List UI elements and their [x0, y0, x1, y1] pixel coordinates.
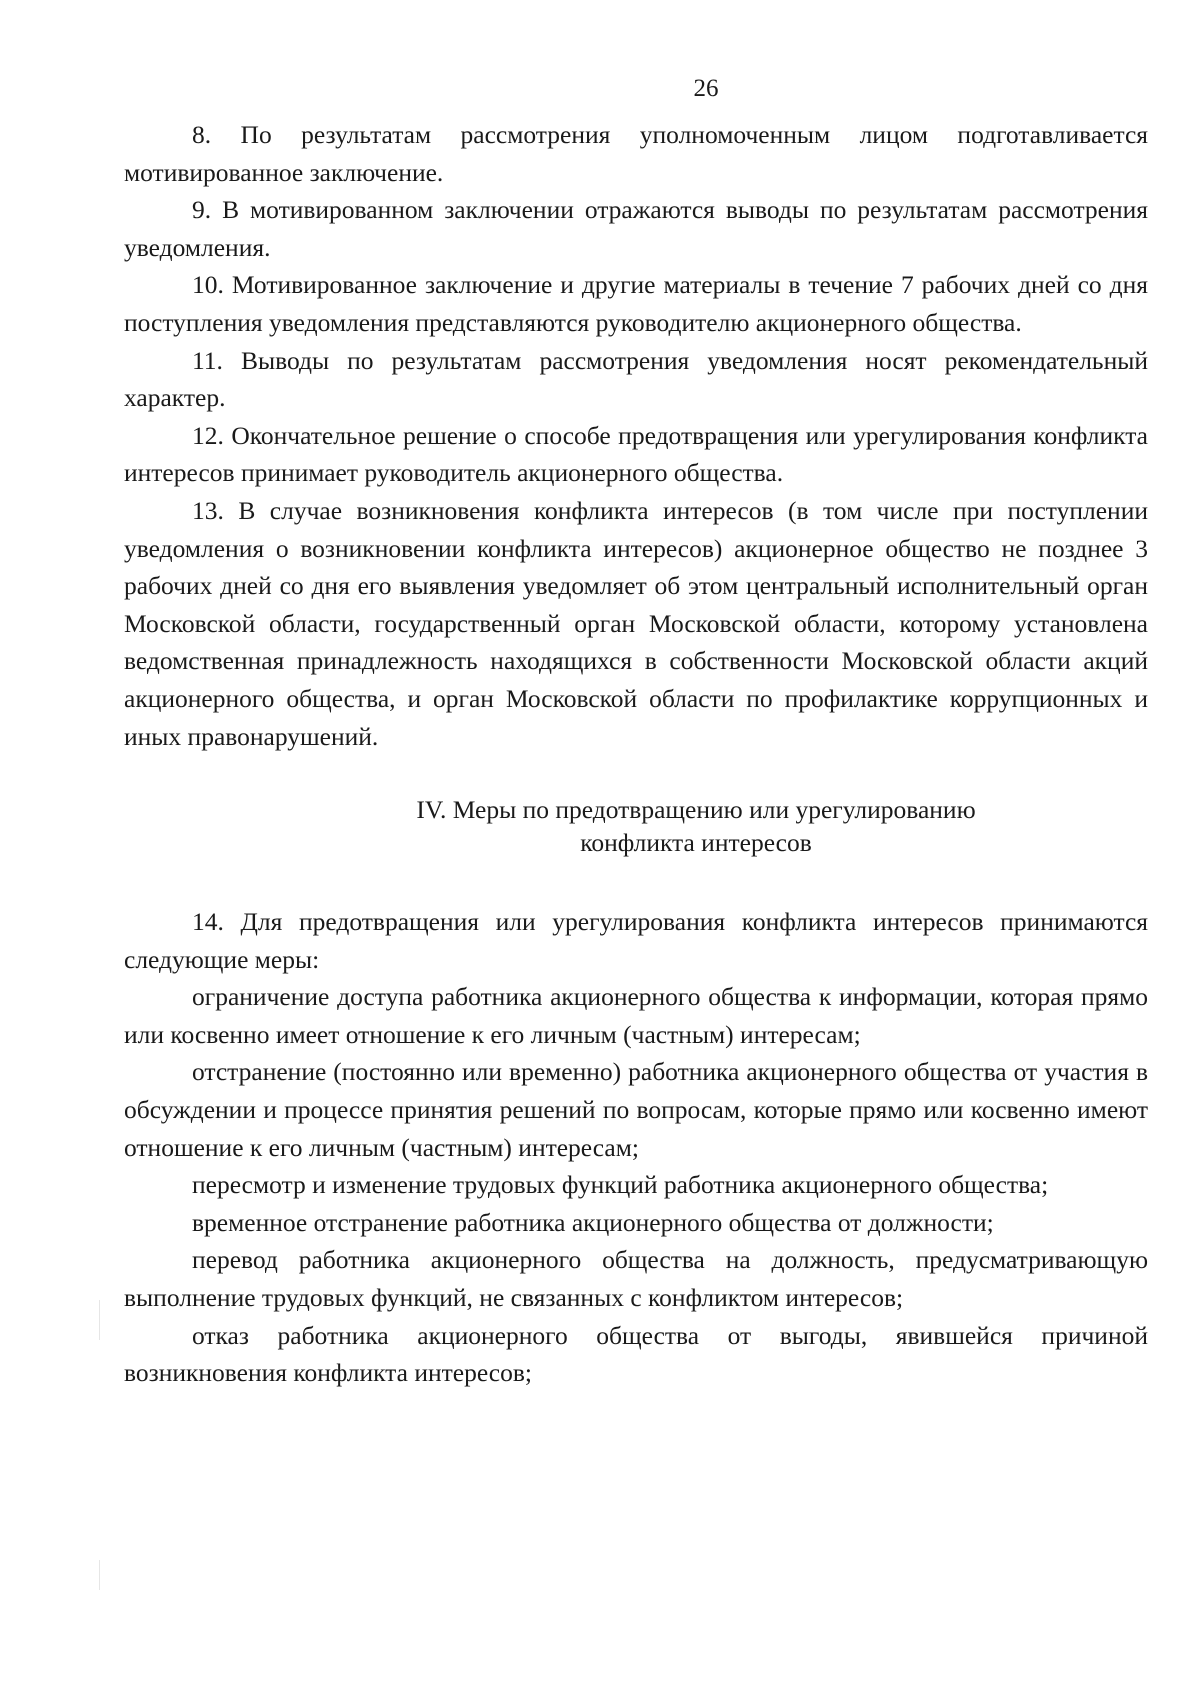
- page-number: 26: [693, 75, 719, 102]
- paragraph-9: 9. В мотивированном заключении отражаются выводы по результатам рассмотрения уведомления.: [124, 195, 1148, 262]
- paragraph-12: 12. Окончательное решение о способе предотвращения или урегулирования конфликта интересов принимает руководитель акционерного общества.: [124, 420, 1148, 488]
- section-heading-line-2: конфликта интересов: [580, 828, 812, 858]
- paragraph-14: 14. Для предотвращения или урегулирования конфликта интересов принимаются следующие меры:: [124, 907, 1148, 974]
- paragraph-11: 11. Выводы по результатам рассмотрения уведомления носят рекомендательный характер.: [124, 345, 1148, 413]
- paragraph-8: 8. По результатам рассмотрения уполномоченным лицом подготавливается мотивированное заключение.: [124, 120, 1148, 187]
- measure-item: временное отстранение работника акционерного общества от должности;: [192, 1207, 994, 1237]
- section-heading: [244, 793, 1148, 859]
- measure-item: перевод работника акционерного общества на должность, предусматривающую выполнение трудовых функций, не связанных с конфликтом интересов;: [124, 1245, 1148, 1313]
- paragraph-13: 13. В случае возникновения конфликта интересов (в том числе при поступлении уведомления о возникновении конфликта интересов) акционерное общество не позднее 3 рабочих дней со дня его выявления уведомляет об этом центральный исполнительный орган Московской области, государственный орган Московской области, которому установлена ведомственная принадлежность находящихся в собственности Московской области акций акционерного общества, и орган Московской области по профилактике коррупционных и иных правонарушений.: [124, 495, 1148, 751]
- paragraph-10: 10. Мотивированное заключение и другие материалы в течение 7 рабочих дней со дня поступления уведомления представляются руководителю акционерного общества.: [124, 270, 1148, 337]
- measure-item: пересмотр и изменение трудовых функций работника акционерного общества;: [192, 1170, 1049, 1200]
- measure-item: отказ работника акционерного общества от выгоды, явившейся причиной возникновения конфликта интересов;: [124, 1320, 1148, 1388]
- document-page: [124, 70, 1148, 1392]
- section-heading-line-1: IV. Меры по предотвращению или урегулированию: [416, 795, 976, 825]
- measure-item: ограничение доступа работника акционерного общества к информации, которая прямо или косвенно имеет отношение к его личным (частным) интересам;: [124, 982, 1148, 1049]
- scan-margin-mark: [99, 1300, 100, 1340]
- measure-item: отстранение (постоянно или временно) работника акционерного общества от участия в обсуждении и процессе принятия решений по вопросам, которые прямо или косвенно имеют отношение к его личным (частным) интересам;: [124, 1057, 1148, 1162]
- scan-margin-mark: [99, 1560, 100, 1590]
